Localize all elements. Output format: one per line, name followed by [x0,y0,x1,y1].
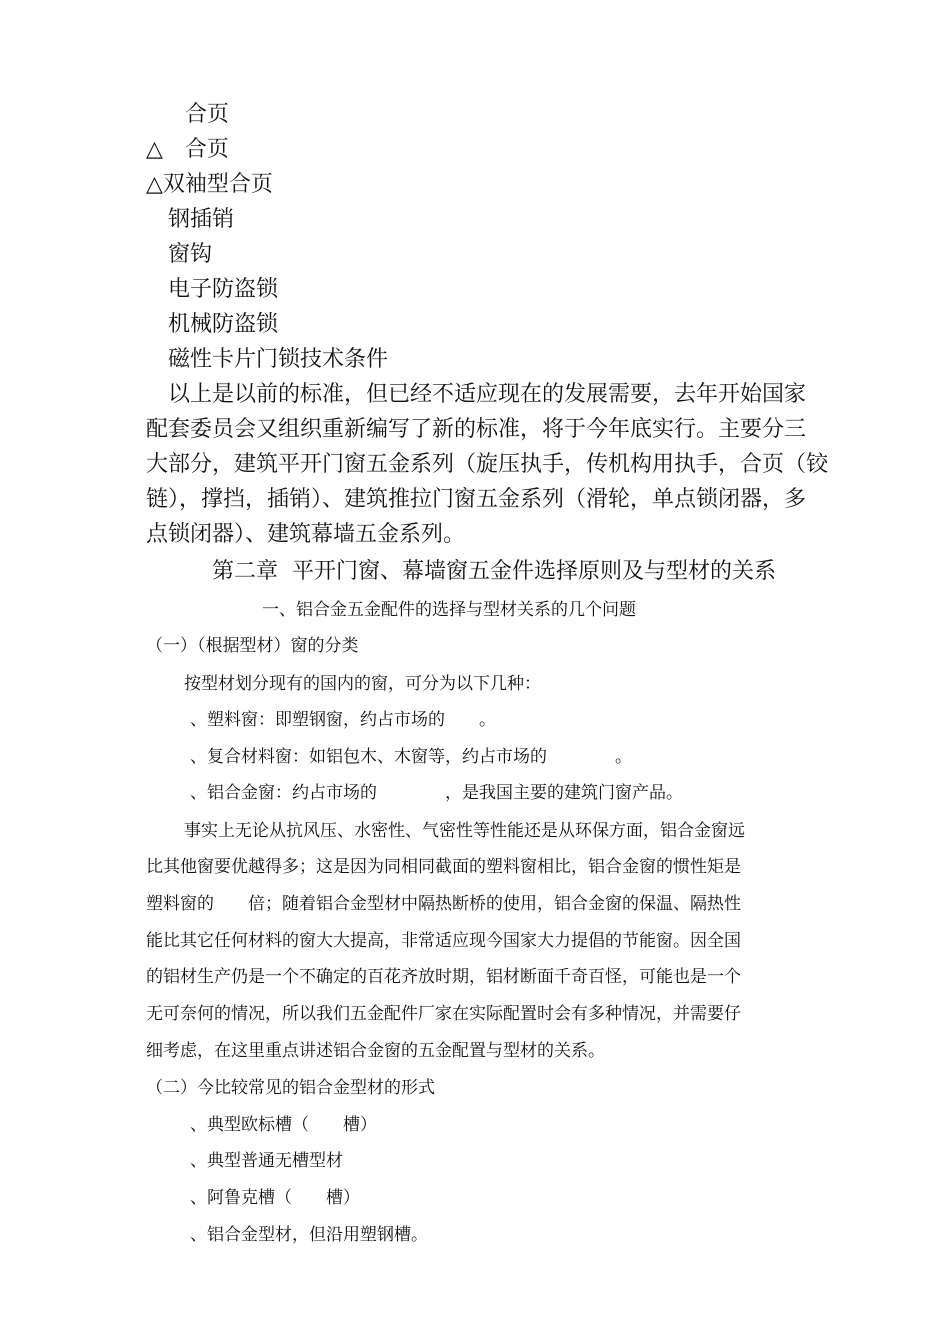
paragraph-line: 链），撑挡，插销）、建筑推拉门窗五金系列（滑轮，单点锁闭器，多 [146,487,807,512]
list-item: 、铝合金型材，但沿用塑钢槽。 [190,1225,428,1245]
paragraph-line: 事实上无论从抗风压、水密性、气密性等性能还是从环保方面，铝合金窗远 [184,821,745,841]
paragraph-line: 塑料窗的 倍；随着铝合金型材中隔热断桥的使用，铝合金窗的保温、隔热性 [146,894,741,914]
paragraph-line: 点锁闭器）、建筑幕墙五金系列。 [146,522,466,547]
list-item-hinge: 合页 [185,102,230,127]
subsection-heading: （一）（根据型材）窗的分类 [146,636,359,656]
list-item: 、复合材料窗：如铝包木、木窗等，约占市场的 。 [190,747,632,767]
list-item: 、铝合金窗：约占市场的 ，是我国主要的建筑门窗产品。 [190,783,683,803]
paragraph-line: 大部分，建筑平开门窗五金系列（旋压执手，传机构用执手，合页（铰 [146,452,829,477]
paragraph-line: 的铝材生产仍是一个不确定的百花齐放时期，铝材断面千奇百怪，可能也是一个 [146,967,741,987]
chapter-heading: 第二章 平开门窗、幕墙窗五金件选择原则及与型材的关系 [212,559,776,584]
list-item: 、典型欧标槽（ 槽） [190,1115,377,1135]
paragraph-line: 无可奈何的情况，所以我们五金配件厂家在实际配置时会有多种情况，并需要仔 [146,1004,741,1024]
list-item: 、塑料窗：即塑钢窗，约占市场的 。 [190,710,496,730]
list-item-window-hook: 窗钩 [168,242,213,267]
paragraph-line: 以上是以前的标准，但已经不适应现在的发展需要，去年开始国家 [168,382,807,407]
list-item-magnetic-card-lock: 磁性卡片门锁技术条件 [168,347,389,372]
list-item-mechanical-lock: 机械防盗锁 [168,312,279,337]
paragraph-line: 能比其它任何材料的窗大大提高，非常适应现今国家大力提倡的节能窗。因全国 [146,931,741,951]
list-item-electronic-lock: 电子防盗锁 [168,277,279,302]
list-item-double-sleeve-hinge: △双袖型合页 [146,172,273,197]
paragraph-line: 配套委员会又组织重新编写了新的标准，将于今年底实行。主要分三 [146,417,807,442]
list-item: 、典型普通无槽型材 [190,1151,343,1171]
list-item: 、阿鲁克槽（ 槽） [190,1188,360,1208]
paragraph-line: 比其他窗要优越得多；这是因为同相同截面的塑料窗相比，铝合金窗的惯性矩是 [146,857,741,877]
section-heading: 一、铝合金五金配件的选择与型材关系的几个问题 [262,600,636,620]
paragraph-line: 细考虑，在这里重点讲述铝合金窗的五金配置与型材的关系。 [146,1041,605,1061]
list-item-hinge-triangle: △ 合页 [146,137,229,162]
paragraph-line: 按型材划分现有的国内的窗，可分为以下几种： [184,674,541,694]
subsection-heading: （二）今比较常见的铝合金型材的形式 [146,1078,435,1098]
list-item-steel-latch: 钢插销 [168,207,235,232]
